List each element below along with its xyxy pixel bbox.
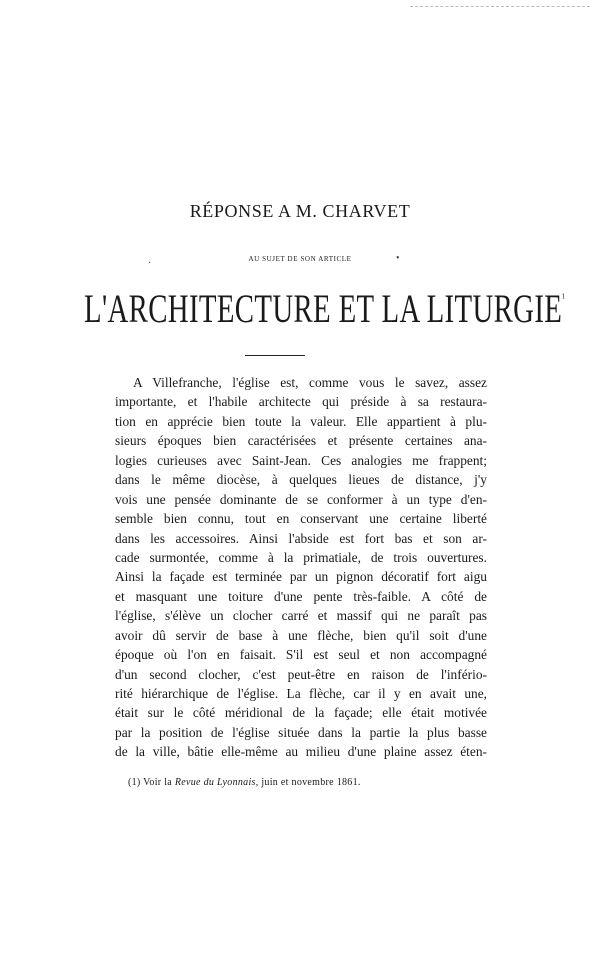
text-line: tion en apprécie bien toute la valeur. Elle appartient à plu- bbox=[115, 413, 487, 429]
footnote-marker: ¹ bbox=[562, 291, 566, 305]
text-line: vois une pensée dominante de se conformer à un type d'en- bbox=[115, 491, 487, 507]
text-line: époque où l'on en faisait. S'il est seul et non accompagné bbox=[115, 647, 487, 663]
text-line: dans les accessoires. Ainsi l'abside est fort bas et son ar- bbox=[115, 530, 487, 546]
main-heading bbox=[83, 285, 566, 332]
text-line: rité hiérarchique de l'église. La flèche, car il y en avait une, bbox=[115, 686, 487, 701]
main-heading-text: L'ARCHITECTURE ET LA LITURGIE bbox=[83, 286, 563, 331]
text-line: sieurs époques bien caractérisées et présente certaines ana- bbox=[115, 433, 487, 449]
text-line: dans le même diocèse, à quelques lieues de distance, j'y bbox=[115, 472, 487, 488]
text-line: et masquant une toiture d'une pente très-faible. A côté de bbox=[115, 588, 487, 604]
page-title: RÉPONSE A M. CHARVET bbox=[189, 201, 411, 221]
text-line: de la ville, bâtie elle-même au milieu d'une plaine assez éten- bbox=[115, 744, 487, 760]
text-line: logies curieuses avec Saint-Jean. Ces analogies me frappent; bbox=[115, 452, 487, 468]
text-line: semble bien connu, tout en conservant une certaine liberté bbox=[115, 511, 487, 527]
footnote bbox=[128, 777, 361, 788]
text-line: était sur le côté méridional de la façade; elle était motivée bbox=[115, 705, 487, 721]
footnote-prefix: (1) Voir la bbox=[128, 777, 175, 788]
text-line: A Villefranche, l'église est, comme vous le savez, assez bbox=[133, 375, 487, 390]
footnote-suffix: , juin et novembre 1861. bbox=[255, 777, 361, 788]
text-line: cade surmontée, comme à la primatiale, de trois ouvertures. bbox=[115, 549, 487, 565]
text-line: par la position de l'église située dans la partie la plus basse bbox=[115, 724, 487, 740]
text-line: avoir dû servir de base à une flèche, bien qu'il soit d'une bbox=[115, 627, 487, 643]
text-line: l'église, s'élève un clocher carré et massif qui ne paraît pas bbox=[115, 608, 487, 624]
footnote-journal: Revue du Lyonnais bbox=[174, 777, 256, 788]
page-subtitle: AU SUJET DE SON ARTICLE bbox=[248, 255, 352, 263]
ink-speck: • bbox=[396, 253, 400, 264]
text-line: importante, et l'habile architecte qui préside à sa restaura- bbox=[115, 394, 487, 410]
heading-divider bbox=[245, 355, 305, 356]
text-line: Ainsi la façade est terminée par un pignon décoratif fort aigu bbox=[115, 569, 487, 585]
ink-speck: · bbox=[148, 258, 152, 269]
body-paragraph bbox=[115, 373, 487, 762]
text-line: d'un second clocher, c'est peut-être en raison de l'infério- bbox=[115, 666, 487, 682]
top-edge-rule bbox=[410, 6, 590, 7]
